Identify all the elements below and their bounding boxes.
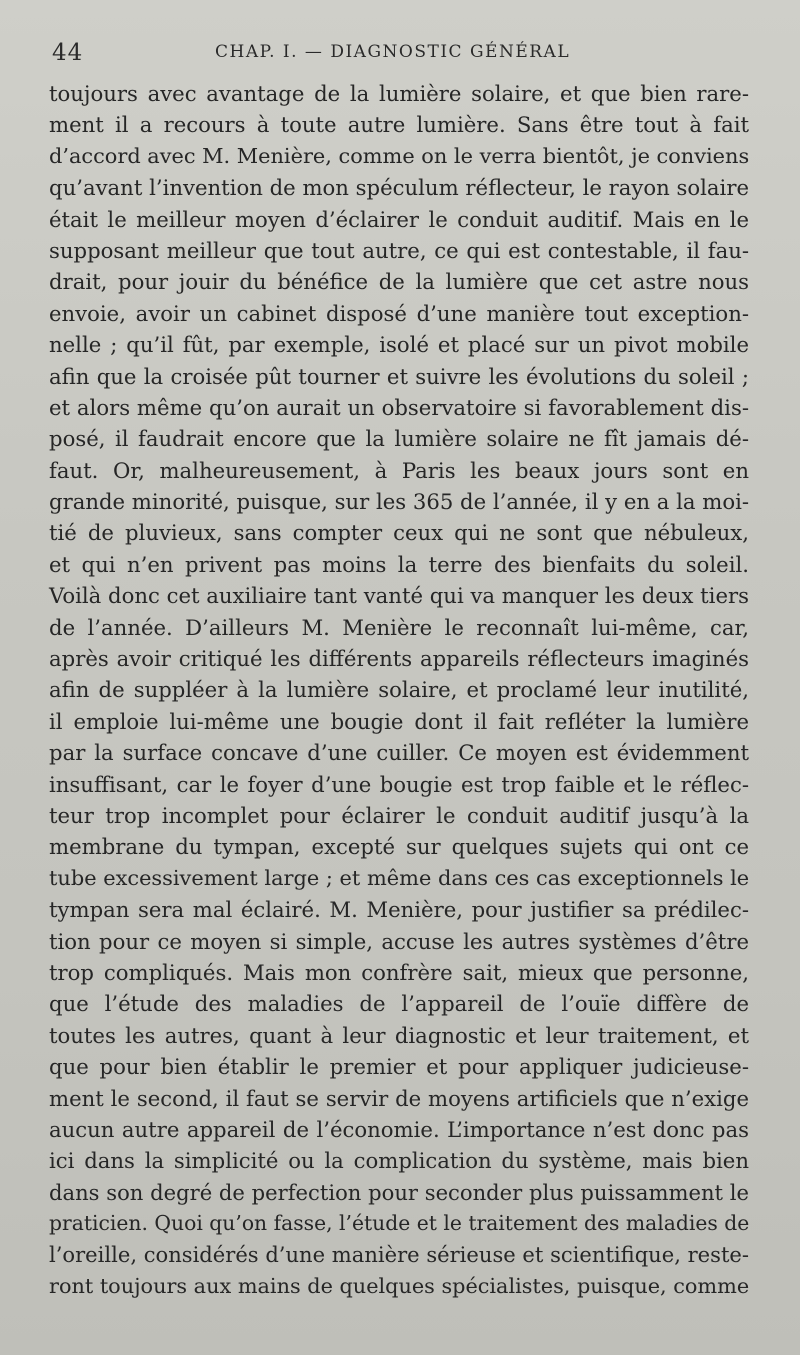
text-line: il emploie lui-même une bougie dont il fait refléter la lumière xyxy=(49,708,749,734)
page-number: 44 xyxy=(52,40,84,66)
text-line: et qui n’en privent pas moins la terre des bienfaits du soleil. xyxy=(49,551,749,577)
text-line: était le meilleur moyen d’éclairer le conduit auditif. Mais en le xyxy=(49,206,749,232)
text-line: tympan sera mal éclairé. M. Menière, pour justifier sa prédilec- xyxy=(49,897,749,923)
text-line: envoie, avoir un cabinet disposé d’une manière tout exception- xyxy=(49,300,749,326)
text-line: supposant meilleur que tout autre, ce qui est contestable, il fau- xyxy=(49,237,749,263)
text-line: ment il a recours à toute autre lumière. Sans être tout à fait xyxy=(49,112,749,138)
text-line: que pour bien établir le premier et pour appliquer judicieuse- xyxy=(49,1054,749,1080)
text-line: après avoir critiqué les différents appareils réflecteurs imaginés xyxy=(49,646,749,672)
text-line: afin que la croisée pût tourner et suivre les évolutions du soleil ; xyxy=(49,363,749,389)
text-line: toutes les autres, quant à leur diagnostic et leur traitement, et xyxy=(49,1022,749,1048)
text-line: praticien. Quoi qu’on fasse, l’étude et le traitement des maladies de xyxy=(49,1211,750,1236)
text-line: afin de suppléer à la lumière solaire, et proclamé leur inutilité, xyxy=(49,677,749,703)
text-line: d’accord avec M. Menière, comme on le verra bientôt, je conviens xyxy=(49,143,750,168)
text-line: aucun autre appareil de l’économie. L’importance n’est donc pas xyxy=(49,1116,749,1142)
text-line: ici dans la simplicité ou la complication du système, mais bien xyxy=(49,1148,749,1174)
text-line: que l’étude des maladies de l’appareil de l’ouïe diffère de xyxy=(49,991,749,1017)
text-line: nelle ; qu’il fût, par exemple, isolé et placé sur un pivot mobile xyxy=(49,332,749,358)
text-line: grande minorité, puisque, sur les 365 de l’année, il y en a la moi- xyxy=(49,489,750,515)
text-line: et alors même qu’on aurait un observatoire si favorablement dis- xyxy=(49,394,749,420)
page-header xyxy=(52,36,752,66)
text-line: teur trop incomplet pour éclairer le conduit auditif jusqu’à la xyxy=(49,802,749,828)
text-line: dans son degré de perfection pour seconder plus puissamment le xyxy=(49,1179,749,1205)
text-line: Voilà donc cet auxiliaire tant vanté qui va manquer les deux tiers xyxy=(49,583,749,609)
text-line: membrane du tympan, excepté sur quelques sujets qui ont ce xyxy=(49,834,749,860)
text-line: ment le second, il faut se servir de moyens artificiels que n’exige xyxy=(49,1085,749,1111)
text-line: drait, pour jouir du bénéfice de la lumière que cet astre nous xyxy=(49,269,749,295)
text-line: ront toujours aux mains de quelques spécialistes, puisque, comme xyxy=(49,1273,750,1298)
text-line: insuffisant, car le foyer d’une bougie est trop faible et le réflec- xyxy=(49,771,749,797)
text-line: tié de pluvieux, sans compter ceux qui ne sont que nébuleux, xyxy=(49,520,749,546)
text-line: qu’avant l’invention de mon spéculum réflecteur, le rayon solaire xyxy=(49,175,749,201)
text-line: l’oreille, considérés d’une manière sérieuse et scientifique, reste- xyxy=(49,1242,749,1268)
text-line: faut. Or, malheureusement, à Paris les beaux jours sont en xyxy=(49,457,749,483)
body-text xyxy=(49,78,749,1302)
text-line: toujours avec avantage de la lumière solaire, et que bien rare- xyxy=(49,81,749,106)
running-head: CHAP. I. — DIAGNOSTIC GÉNÉRAL xyxy=(215,42,571,62)
text-line: tion pour ce moyen si simple, accuse les autres systèmes d’être xyxy=(49,928,749,954)
text-line: par la surface concave d’une cuiller. Ce moyen est évidemment xyxy=(49,740,749,766)
text-line: de l’année. D’ailleurs M. Menière le reconnaît lui-même, car, xyxy=(49,614,749,640)
text-line: trop compliqués. Mais mon confrère sait, mieux que personne, xyxy=(49,959,749,985)
text-line: tube excessivement large ; et même dans ces cas exceptionnels le xyxy=(49,865,750,890)
text-line: posé, il faudrait encore que la lumière solaire ne fît jamais dé- xyxy=(49,426,749,452)
